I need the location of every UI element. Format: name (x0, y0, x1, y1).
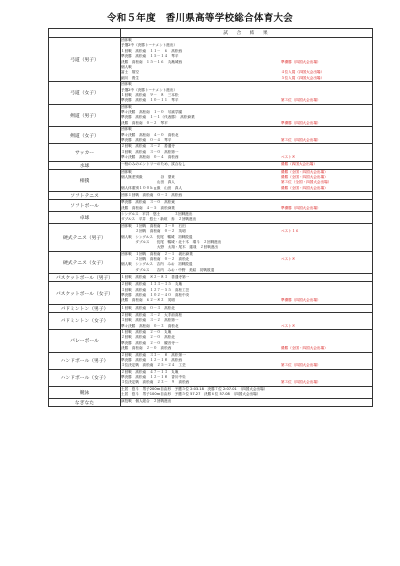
result-text: 準々決勝 高松南 ０－３ 高松北 (121, 323, 179, 328)
placement-note: 第３位（四国大会出場） (281, 380, 321, 385)
result-text: １回戦 高松南 ８２－８３ 善通寺第一 (121, 275, 190, 280)
placement-note: ５位入賞（四国大会出場） (281, 75, 325, 80)
event-results (121, 211, 373, 223)
result-text: 大野 太翔・尾木 蓮哉 ２回戦進出 (121, 245, 219, 250)
result-text: 個人戦 シングルス 吉内 みお 初戦敗退 (121, 262, 193, 267)
result-line (121, 380, 372, 385)
result-text: 準々決勝 高松南 ０－４ 高松西 (121, 155, 179, 160)
result-text: 決勝 高松南 ６２－８２ 英明 (121, 298, 175, 303)
result-text: 個人体重別１００ｋｇ級 山田 真人 (121, 185, 183, 190)
result-line (121, 346, 372, 351)
result-line (121, 155, 372, 160)
result-text: ３回戦 高松南 １２７－５５ 高松工芸 (121, 287, 190, 292)
result-text: ダブルス 長尾 暢城・北十木 環斗 ２回戦進出 (121, 239, 222, 244)
result-text: ２回戦 高松南 ０－２ 高松北 (121, 257, 190, 262)
result-text: 準決勝 高松南 １５－１４ 琴平 (121, 54, 179, 59)
event-row (49, 312, 373, 329)
event-row (49, 161, 373, 169)
placement-note: 優勝（全国・四国大会出場） (281, 169, 328, 174)
result-text: 準決勝 高松南 ３－０ 高松東 (121, 200, 175, 205)
results-column-header: 試 合 結 果 (121, 29, 373, 38)
result-text: 団体戦 (121, 169, 132, 174)
result-text: 準決勝 高松南 １－１（代表勝） 高松商業 (121, 115, 195, 120)
event-row (49, 104, 373, 127)
event-results (121, 282, 373, 305)
placement-note: 準優勝（四国大会出場） (281, 205, 321, 210)
placement-note: 優勝（全国・四国大会出場） (281, 174, 328, 179)
result-line (121, 324, 372, 329)
event-results (121, 274, 373, 282)
result-text: ２回戦 高松南 ３－２ 大手前高松 (121, 312, 183, 317)
event-name: バスケットボール（女子） (49, 282, 121, 305)
result-text: ３位決定戦 高松南 ２３－ ９ 高松西 (121, 380, 190, 385)
event-results (121, 169, 373, 192)
event-row (49, 82, 373, 105)
placement-note: ベスト８ (281, 257, 296, 262)
document-title: 令和５年度 香川県高等学校総合体育大会 (106, 13, 294, 24)
placement-note: 準優勝（四国大会出場） (281, 120, 321, 125)
event-name: サッカー (49, 144, 121, 161)
event-name: ソフトテニス (49, 192, 121, 200)
event-results (121, 104, 373, 127)
event-row (49, 211, 373, 223)
blank-header-cell (49, 29, 121, 38)
placement-note: ベスト８ (281, 323, 296, 328)
result-text: ダブルス 平井 悠士・新垣 寿 ２回戦進出 (121, 217, 197, 222)
result-text: 団体戦 (121, 38, 132, 42)
event-results (121, 398, 373, 406)
result-text: 冨士 翔空 (121, 70, 139, 75)
results-table (48, 28, 373, 407)
event-row (49, 200, 373, 212)
event-name: 硬式テニス（男子） (49, 223, 121, 251)
result-line (121, 268, 372, 273)
result-line (121, 245, 372, 250)
result-text: 個人戦 シングルス 長尾 暢城 初戦敗退 (121, 234, 193, 239)
event-row (49, 304, 373, 312)
result-text: 一校のみのエントリーのため、試合なし (121, 162, 186, 167)
result-text: 決勝 高松南 ２－０ 高松西 (121, 346, 172, 351)
result-line (121, 306, 372, 311)
event-name: 相撲 (49, 169, 121, 192)
event-results (121, 38, 373, 82)
event-name: バドミントン（女子） (49, 312, 121, 329)
result-text: 準々決勝 高松南 ４－０ 高松北 (121, 132, 179, 137)
result-text: ダブルス 吉内 みお・中野 美結 初戦敗退 (121, 267, 215, 272)
result-line (121, 392, 372, 397)
event-name: ソフトボール (49, 200, 121, 212)
event-name: 卓球 (49, 211, 121, 223)
result-text: 団体戦 １回戦 高松南 ２－１ 坂出商業 (121, 251, 193, 256)
result-text: １回戦 高松南 ２－０ 丸亀 (121, 329, 172, 334)
event-name: バドミントン（男子） (49, 304, 121, 312)
result-text: 準決勝 高松南 １０２－４０ 高松中央 (121, 293, 190, 298)
result-text: 山田 真人 (121, 180, 175, 185)
event-row (49, 274, 373, 282)
event-name: 水球 (49, 161, 121, 169)
placement-note: ４位入賞（四国大会出場） (281, 70, 325, 75)
result-text: 準決勝 高松南 ２－０ 観音寺一 (121, 340, 179, 345)
event-name: 弓道（男子） (49, 38, 121, 82)
placement-note: 第３位（全国・四国大会出場） (281, 180, 332, 185)
result-text: 準決勝 高松南 １２－１８ 高松西 (121, 357, 183, 362)
event-results (121, 312, 373, 329)
event-results (121, 329, 373, 352)
event-name: 弓道（女子） (49, 82, 121, 105)
result-text: 団体戦 １回戦 高松南 ３－０ 石田 (121, 223, 186, 228)
event-row (49, 282, 373, 305)
placement-note: 第３位（四国大会出場） (281, 363, 321, 368)
result-text: 予選2中（決勝トーナメント進出） (121, 43, 178, 48)
placement-note: 第３位（四国大会出場） (281, 98, 321, 103)
event-row (49, 352, 373, 369)
result-text: ３位決定戦 高松南 ２５－２４ 工芸 (121, 363, 186, 368)
event-row (49, 127, 373, 144)
placement-note: ベスト８ (281, 155, 296, 160)
result-text: １回戦 高松南 ９－ ８ 三本松 (121, 92, 179, 97)
event-results (121, 161, 373, 169)
event-row (49, 223, 373, 251)
result-text: 団体戦 (121, 104, 132, 109)
result-text: ２回戦 高松南 ３３－ ８ 高松第一 (121, 352, 186, 357)
event-results (121, 386, 373, 398)
result-text: 土居 悠斗 男子100ｍ自由形 予選５位 57.27 決勝６位 57.08 （四国大会出場） (121, 392, 261, 397)
result-text: 予選2中（決勝トーナメント進出） (121, 87, 178, 92)
event-results (121, 304, 373, 312)
result-text: 決勝 高松南 ４－５ 高松商業 (121, 205, 175, 210)
result-text: 決勝 高松南 １５－１６ 丸亀城西 (121, 59, 183, 64)
event-row (49, 192, 373, 200)
event-row (49, 386, 373, 398)
result-text: 細川 貴生 (121, 75, 139, 80)
event-results (121, 192, 373, 200)
placement-note: 第３位（四国大会出場） (281, 138, 321, 143)
result-text: ２回戦 高松南 ４７－１３ 丸亀 (121, 369, 179, 374)
event-name: バレーボール (49, 329, 121, 352)
event-name: バスケットボール（男子） (49, 274, 121, 282)
event-name: 剣道（女子） (49, 127, 121, 144)
event-results (121, 369, 373, 386)
result-text: ２回戦 高松南 ３－２ 善通寺 (121, 144, 175, 149)
result-line (121, 363, 372, 368)
event-name: ハンドボール（女子） (49, 369, 121, 386)
placement-note: 優勝（全国・四国大会出場） (281, 185, 328, 190)
result-text: 決勝 高松南 ０－２ 琴平 (121, 120, 168, 125)
result-line (121, 399, 372, 404)
result-text: ２回戦 高松南 ２－０ 高松北 (121, 335, 175, 340)
event-results (121, 200, 373, 212)
result-text: ２回戦 高松南 １３３－３５ 丸亀 (121, 282, 183, 287)
event-row (49, 398, 373, 406)
event-row (49, 144, 373, 161)
event-name: なぎなた (49, 398, 121, 406)
result-text: １回戦 高松南 １１－ ６ 高松西 (121, 48, 183, 53)
result-text: 土居 悠斗 男子200ｍ自由形 予選５位 2:03.18 決勝７位 2:07.01 （四国大会出場） (121, 386, 268, 391)
event-row (49, 329, 373, 352)
result-text: 準々決勝 高松南 １－０ 尽誠学園 (121, 110, 183, 115)
result-line (121, 186, 372, 191)
placement-note: 優勝（全国・四国大会出場） (281, 346, 328, 351)
result-text: ３回戦 高松南 ３－２ 高松第一 (121, 318, 179, 323)
results-body (49, 38, 373, 407)
result-text: 個人無差別級 谷 望来 (121, 174, 175, 179)
event-results (121, 352, 373, 369)
result-text: 個人戦 (121, 64, 132, 69)
result-text: 演技戦 個人総合 ２回戦進出 (121, 399, 172, 404)
result-line (121, 298, 372, 303)
result-line (121, 162, 372, 167)
placement-note: ベスト１６ (281, 229, 299, 234)
result-text: シングルス 平井 悠士 ３回戦進出 (121, 211, 193, 216)
event-name: 剣道（男子） (49, 104, 121, 127)
event-results (121, 223, 373, 251)
result-text: １回戦 高松南 ０－３ 高松北 (121, 305, 175, 310)
event-name: 競泳 (49, 386, 121, 398)
event-results (121, 144, 373, 161)
event-name: ハンドボール（男子） (49, 352, 121, 369)
placement-note: 優勝（四国大会出場） (281, 162, 317, 167)
event-row (49, 369, 373, 386)
result-line (121, 76, 372, 81)
result-text: ２回戦 高松南 ０－２ 英明 (121, 229, 186, 234)
result-line (121, 98, 372, 103)
event-results (121, 82, 373, 105)
placement-note: 準優勝（四国大会出場） (281, 59, 321, 64)
header-row (49, 29, 373, 38)
result-line (121, 121, 372, 126)
result-text: 準決勝 高松南 １０－１１ 琴平 (121, 98, 179, 103)
result-line (121, 217, 372, 222)
event-results (121, 127, 373, 144)
result-text: 団体１回戦 高松南 ０－３ 高松西 (121, 192, 183, 197)
event-row (49, 169, 373, 192)
result-text: ３回戦 高松南 ３－０ 高松第一 (121, 149, 179, 154)
result-text: 準決勝 高松南 １２－１８ 香川中央 (121, 375, 186, 380)
event-row (49, 38, 373, 82)
result-text: 団体戦 (121, 127, 132, 132)
result-line (121, 275, 372, 280)
event-row (49, 251, 373, 274)
event-name: 硬式テニス（女子） (49, 251, 121, 274)
result-text: 団体戦 (121, 82, 132, 87)
result-text: 準決勝 高松南 ０－４ 琴平 (121, 138, 172, 143)
event-results (121, 251, 373, 274)
result-line (121, 193, 372, 198)
result-line (121, 138, 372, 143)
result-line (121, 206, 372, 211)
placement-note: 準優勝（四国大会出場） (281, 298, 321, 303)
